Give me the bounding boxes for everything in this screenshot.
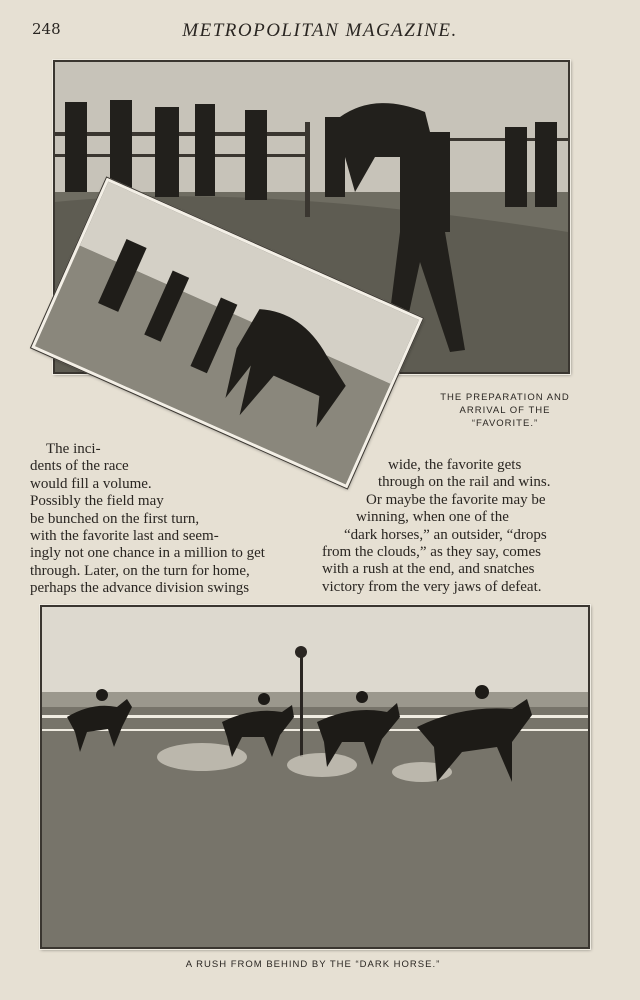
text-line: dents of the race	[30, 458, 129, 475]
text-line: wide, the favorite gets	[388, 457, 522, 473]
text-line: would fill a volume.	[30, 475, 152, 492]
text-line: perhaps the advance division swings	[30, 580, 250, 597]
page-number: 248	[32, 20, 61, 38]
photo-dark-horse-rush	[40, 605, 590, 949]
article-column-right	[322, 457, 605, 596]
caption-top-line: THE PREPARATION AND	[440, 392, 570, 403]
running-head: METROPOLITAN MAGAZINE.	[182, 20, 458, 41]
text-line: Possibly the field may	[30, 493, 164, 510]
text-line: with the favorite last and seem-	[30, 528, 219, 545]
text-line: with a rush at the end, and snatches	[322, 561, 535, 578]
text-line: ingly not one chance in a million to get	[30, 545, 265, 562]
caption-top-line: ARRIVAL OF THE	[459, 405, 551, 416]
text-line: winning, when one of the	[356, 509, 509, 526]
caption-top	[430, 391, 580, 430]
text-line: “dark horses,” an outsider, “drops	[344, 526, 547, 543]
text-line: Or maybe the favorite may be	[366, 491, 546, 508]
text-line: through on the rail and wins.	[378, 474, 551, 491]
caption-bottom: A RUSH FROM BEHIND BY THE “DARK HORSE.”	[185, 959, 441, 970]
article-column-left	[30, 441, 303, 598]
caption-top-line: “FAVORITE.”	[471, 418, 539, 429]
text-line: through. Later, on the turn for home,	[30, 562, 250, 579]
text-line: from the clouds,” as they say, comes	[322, 544, 541, 561]
text-line: be bunched on the first turn,	[30, 510, 200, 527]
text-line: victory from the very jaws of defeat.	[322, 578, 542, 595]
text-line: The inci-	[46, 441, 101, 457]
